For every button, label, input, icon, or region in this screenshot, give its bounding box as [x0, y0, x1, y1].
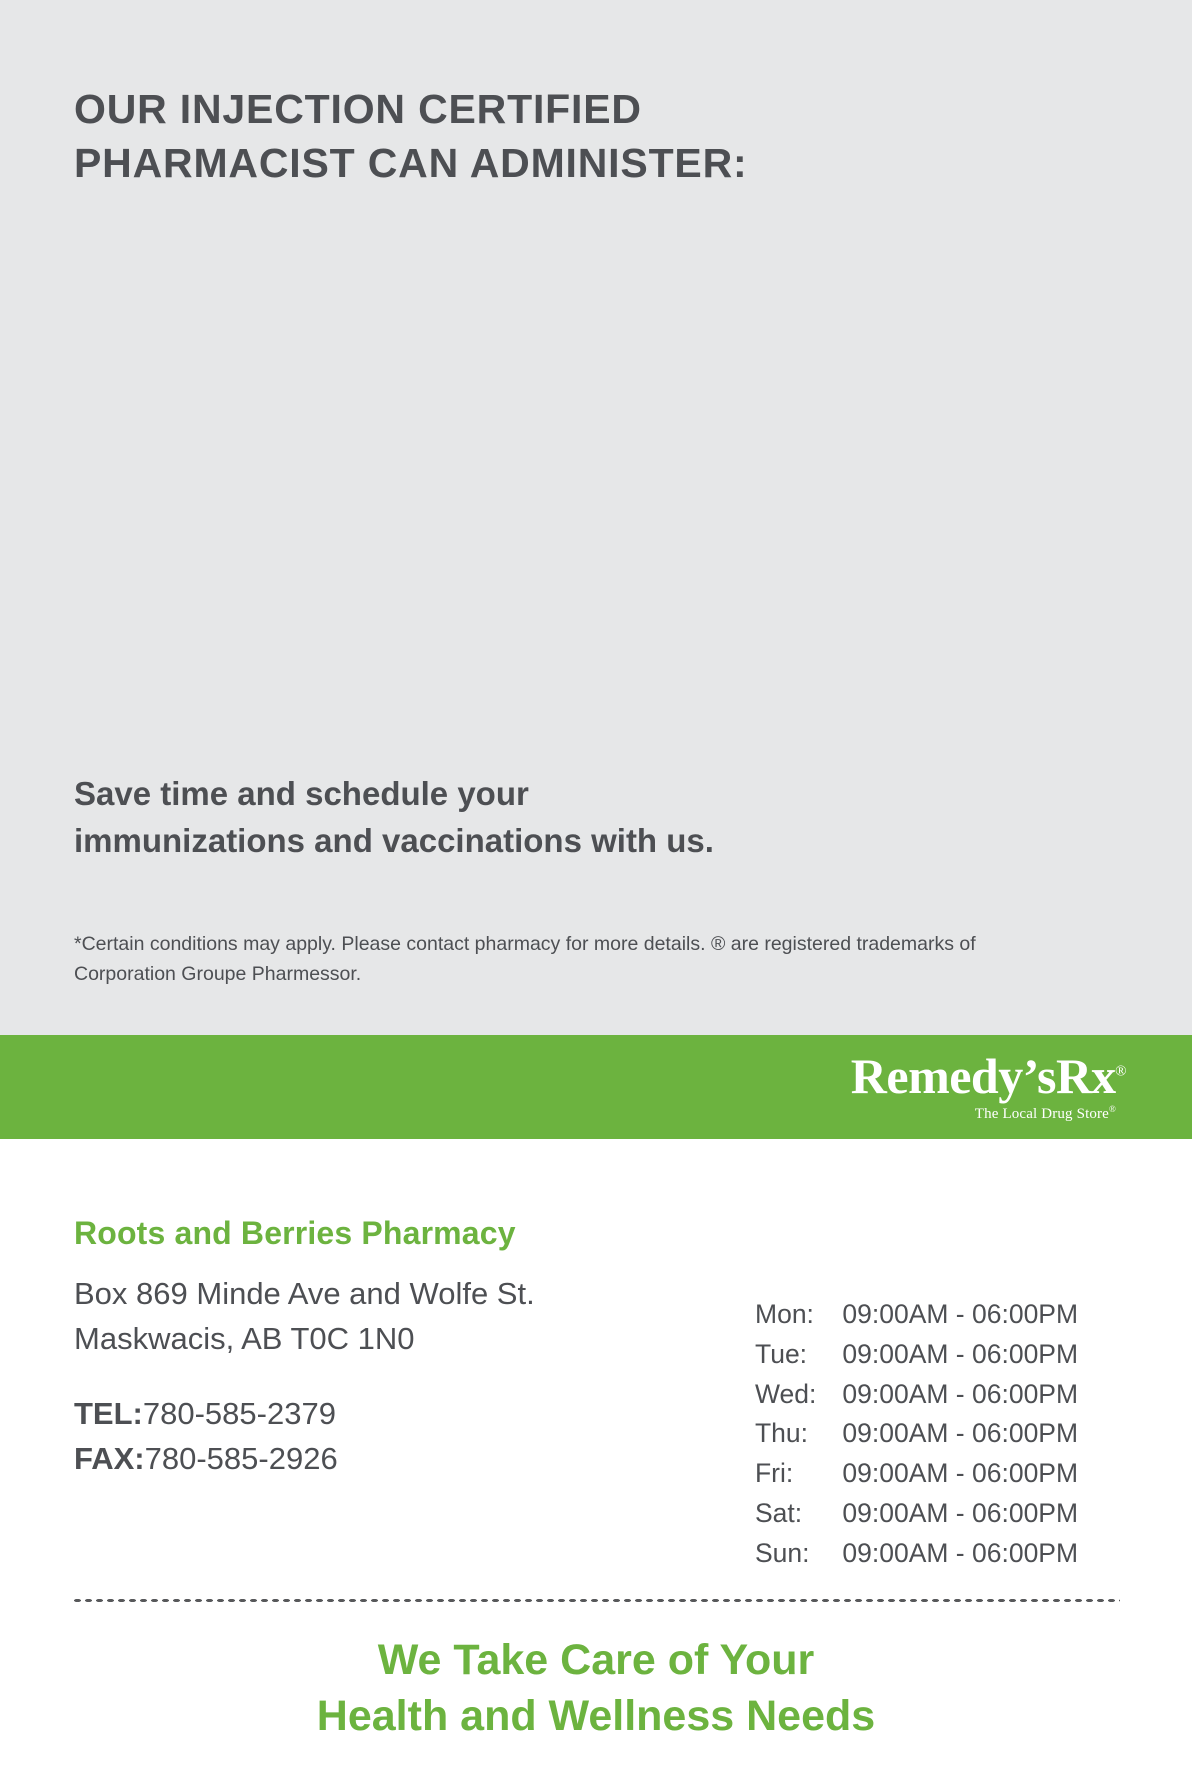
subheading	[74, 770, 954, 864]
brand-tagline-text: The Local Drug Store	[974, 1106, 1109, 1122]
hours-time: 09:00AM - 06:00PM	[842, 1338, 1079, 1369]
brand-tagline	[851, 1105, 1116, 1122]
dotted-divider	[72, 1598, 1120, 1603]
table-row	[755, 1295, 1078, 1335]
hours-time: 09:00AM - 06:00PM	[842, 1497, 1079, 1528]
address-line-1: Box 869 Minde Ave and Wolfe St.	[74, 1276, 535, 1311]
store-contact	[74, 1392, 338, 1482]
remedysrx-logo	[850, 1048, 1126, 1122]
brand-wordmark-rx: Rx	[1055, 1048, 1116, 1104]
fax-row	[74, 1437, 338, 1482]
hours-day: Tue:	[755, 1338, 808, 1369]
hours-day: Sat:	[755, 1497, 803, 1528]
hours-time: 09:00AM - 06:00PM	[842, 1458, 1079, 1488]
store-hours-table	[755, 1295, 1078, 1573]
hours-time: 09:00AM - 06:00PM	[842, 1299, 1079, 1329]
disclaimer-line-1: *Certain conditions may apply. Please contact pharmacy for more details. ® are registered trademarks of	[74, 933, 976, 955]
disclaimer-text	[74, 930, 1114, 989]
table-row	[755, 1335, 1078, 1375]
store-address	[74, 1272, 535, 1361]
slogan-line-2: Health and Wellness Needs	[316, 1691, 876, 1740]
fax-value: 780-585-2926	[144, 1440, 338, 1476]
hours-time: 09:00AM - 06:00PM	[842, 1537, 1079, 1568]
table-row	[755, 1454, 1078, 1494]
closing-slogan	[0, 1633, 1192, 1745]
hours-day: Wed:	[755, 1378, 817, 1409]
brand-wordmark	[850, 1048, 1126, 1104]
address-line-2: Maskwacis, AB T0C 1N0	[74, 1320, 415, 1356]
subheading-line-1: Save time and schedule your	[74, 775, 529, 812]
telephone-row	[74, 1392, 338, 1437]
page-title-line-1: OUR INJECTION CERTIFIED	[74, 86, 642, 132]
brand-band	[0, 1035, 1192, 1139]
table-row	[755, 1494, 1078, 1534]
table-row	[755, 1375, 1078, 1415]
store-name: Roots and Berries Pharmacy	[74, 1215, 516, 1251]
fax-label: FAX:	[74, 1440, 145, 1476]
page-title	[74, 82, 974, 190]
hours-day: Mon:	[755, 1299, 814, 1329]
store-hours	[755, 1295, 1078, 1573]
hours-time: 09:00AM - 06:00PM	[842, 1378, 1079, 1409]
telephone-value[interactable]: 780-585-2379	[142, 1396, 336, 1431]
telephone-label: TEL:	[74, 1396, 143, 1431]
hours-time: 09:00AM - 06:00PM	[842, 1418, 1079, 1449]
table-row	[755, 1414, 1078, 1454]
page-title-line-2: PHARMACIST CAN ADMINISTER:	[74, 140, 748, 187]
hours-day: Thu:	[755, 1418, 809, 1449]
hours-day: Sun:	[755, 1537, 810, 1568]
subheading-line-2: immunizations and vaccinations with us.	[74, 822, 714, 860]
brand-registered-icon: ®	[1115, 1063, 1126, 1080]
hours-day: Fri:	[755, 1458, 794, 1488]
table-row	[755, 1534, 1078, 1574]
brand-wordmark-remedys: Remedy’s	[850, 1048, 1056, 1104]
slogan-line-1: We Take Care of Your	[377, 1636, 815, 1684]
brand-tagline-registered-icon: ®	[1109, 1104, 1116, 1114]
disclaimer-line-2: Corporation Groupe Pharmessor.	[74, 962, 362, 985]
